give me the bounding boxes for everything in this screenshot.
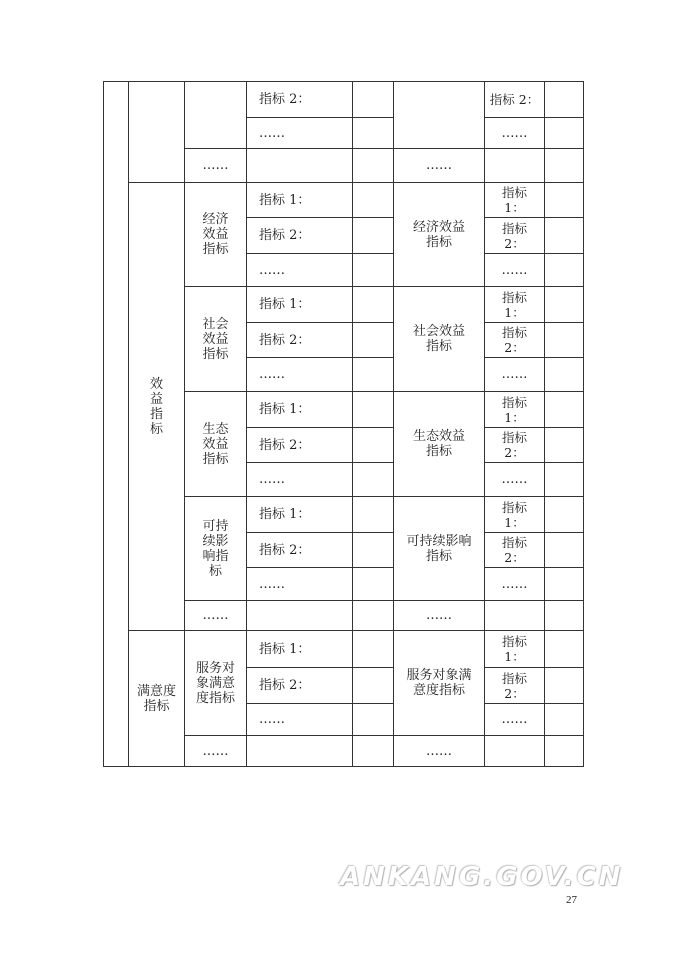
value-cell (545, 149, 584, 183)
performance-indicator-table (103, 81, 584, 767)
ellipsis-cell: …… (485, 358, 545, 392)
indicator-label (247, 601, 353, 631)
social-benefit-label: 社会效益指标 (185, 287, 247, 392)
ellipsis-cell: …… (485, 254, 545, 287)
value-cell (545, 668, 584, 704)
indicator-label: 指标 1： (485, 183, 545, 218)
table-row (104, 183, 584, 218)
indicator-label: 指标 2： (247, 668, 353, 704)
indicator-label (485, 149, 545, 183)
indicator-label (485, 736, 545, 767)
value-cell (545, 463, 584, 497)
ellipsis-cell: …… (247, 463, 353, 497)
ellipsis-cell: …… (247, 704, 353, 736)
indicator-label: 指标 1： (247, 287, 353, 323)
economic-benefit-label: 经济效益指标 (394, 183, 485, 287)
value-cell (353, 254, 394, 287)
value-cell (353, 601, 394, 631)
ellipsis-cell: …… (247, 568, 353, 601)
ellipsis-cell: …… (485, 463, 545, 497)
social-benefit-label: 社会效益指标 (394, 287, 485, 392)
indicator-label: 指标 1： (247, 631, 353, 668)
ecological-benefit-label: 生态效益指标 (185, 392, 247, 497)
indicator-label: 指标 1： (485, 392, 545, 428)
table-row (104, 82, 584, 118)
value-cell (353, 392, 394, 428)
indicator-label: 指标 1： (247, 497, 353, 533)
value-cell (545, 601, 584, 631)
indicator-label (485, 601, 545, 631)
service-satisfaction-label: 服务对象满意度指标 (394, 631, 485, 736)
value-cell (353, 183, 394, 218)
value-cell (353, 533, 394, 568)
indicator-label: 指标 2： (247, 218, 353, 254)
ellipsis-cell: …… (485, 704, 545, 736)
indicator-label: 指标 2： (485, 533, 545, 568)
indicator-label: 指标 1： (247, 392, 353, 428)
value-cell (545, 183, 584, 218)
watermark: ANKANG.GOV.CN (340, 862, 624, 892)
indicator-label (247, 149, 353, 183)
value-cell (353, 428, 394, 463)
value-cell (353, 82, 394, 118)
sustainable-impact-label: 可持续影响指标 (185, 497, 247, 601)
ellipsis-cell: …… (247, 254, 353, 287)
value-cell (353, 218, 394, 254)
value-cell (545, 82, 584, 118)
subcategory-cell (185, 82, 247, 149)
indicator-label: 指标 2： (485, 323, 545, 358)
table-row (104, 631, 584, 668)
value-cell (545, 323, 584, 358)
value-cell (353, 668, 394, 704)
value-cell (545, 392, 584, 428)
value-cell (545, 287, 584, 323)
ellipsis-cell: …… (247, 358, 353, 392)
indicator-label: 指标 1： (485, 631, 545, 668)
ellipsis-cell: …… (485, 118, 545, 149)
value-cell (353, 149, 394, 183)
value-cell (545, 428, 584, 463)
ellipsis-cell: …… (485, 568, 545, 601)
indicator-label: 指标 1： (485, 287, 545, 323)
value-cell (545, 358, 584, 392)
outer-category-cell (104, 82, 129, 767)
indicator-label: 指标 2： (485, 428, 545, 463)
indicator-label: 指标 2： (485, 668, 545, 704)
value-cell (545, 118, 584, 149)
indicator-label: 指标 1： (247, 183, 353, 218)
ecological-benefit-label: 生态效益指标 (394, 392, 485, 497)
value-cell (353, 118, 394, 149)
value-cell (545, 568, 584, 601)
indicator-label: 指标 2： (247, 533, 353, 568)
value-cell (353, 287, 394, 323)
value-cell (545, 218, 584, 254)
value-cell (545, 704, 584, 736)
indicator-label: 指标 2： (247, 82, 353, 118)
benefit-indicators-header: 效益指标 (129, 183, 185, 631)
indicator-label: 指标 2： (485, 82, 545, 118)
ellipsis-cell: …… (185, 149, 247, 183)
ellipsis-cell: …… (185, 601, 247, 631)
value-cell (545, 631, 584, 668)
value-cell (545, 533, 584, 568)
value-cell (353, 736, 394, 767)
indicator-label (247, 736, 353, 767)
value-cell (545, 497, 584, 533)
ellipsis-cell: …… (394, 601, 485, 631)
value-cell (353, 568, 394, 601)
indicator-label: 指标 2： (247, 428, 353, 463)
value-cell (353, 323, 394, 358)
value-cell (545, 254, 584, 287)
economic-benefit-label: 经济效益指标 (185, 183, 247, 287)
satisfaction-indicators-header: 满意度指标 (129, 631, 185, 767)
indicator-label: 指标 2： (485, 218, 545, 254)
sustainable-impact-label: 可持续影响指标 (394, 497, 485, 601)
value-cell (353, 463, 394, 497)
ellipsis-cell: …… (394, 149, 485, 183)
value-cell (353, 704, 394, 736)
category-cell (129, 82, 185, 183)
ellipsis-cell: …… (185, 736, 247, 767)
service-satisfaction-label: 服务对象满意度指标 (185, 631, 247, 736)
value-cell (353, 631, 394, 668)
value-cell (353, 358, 394, 392)
value-cell (545, 736, 584, 767)
indicator-label: 指标 2： (247, 323, 353, 358)
indicator-label: 指标 1： (485, 497, 545, 533)
page-number: 27 (566, 894, 577, 906)
ellipsis-cell: …… (247, 118, 353, 149)
value-cell (353, 497, 394, 533)
subcategory-cell (394, 82, 485, 149)
ellipsis-cell: …… (394, 736, 485, 767)
